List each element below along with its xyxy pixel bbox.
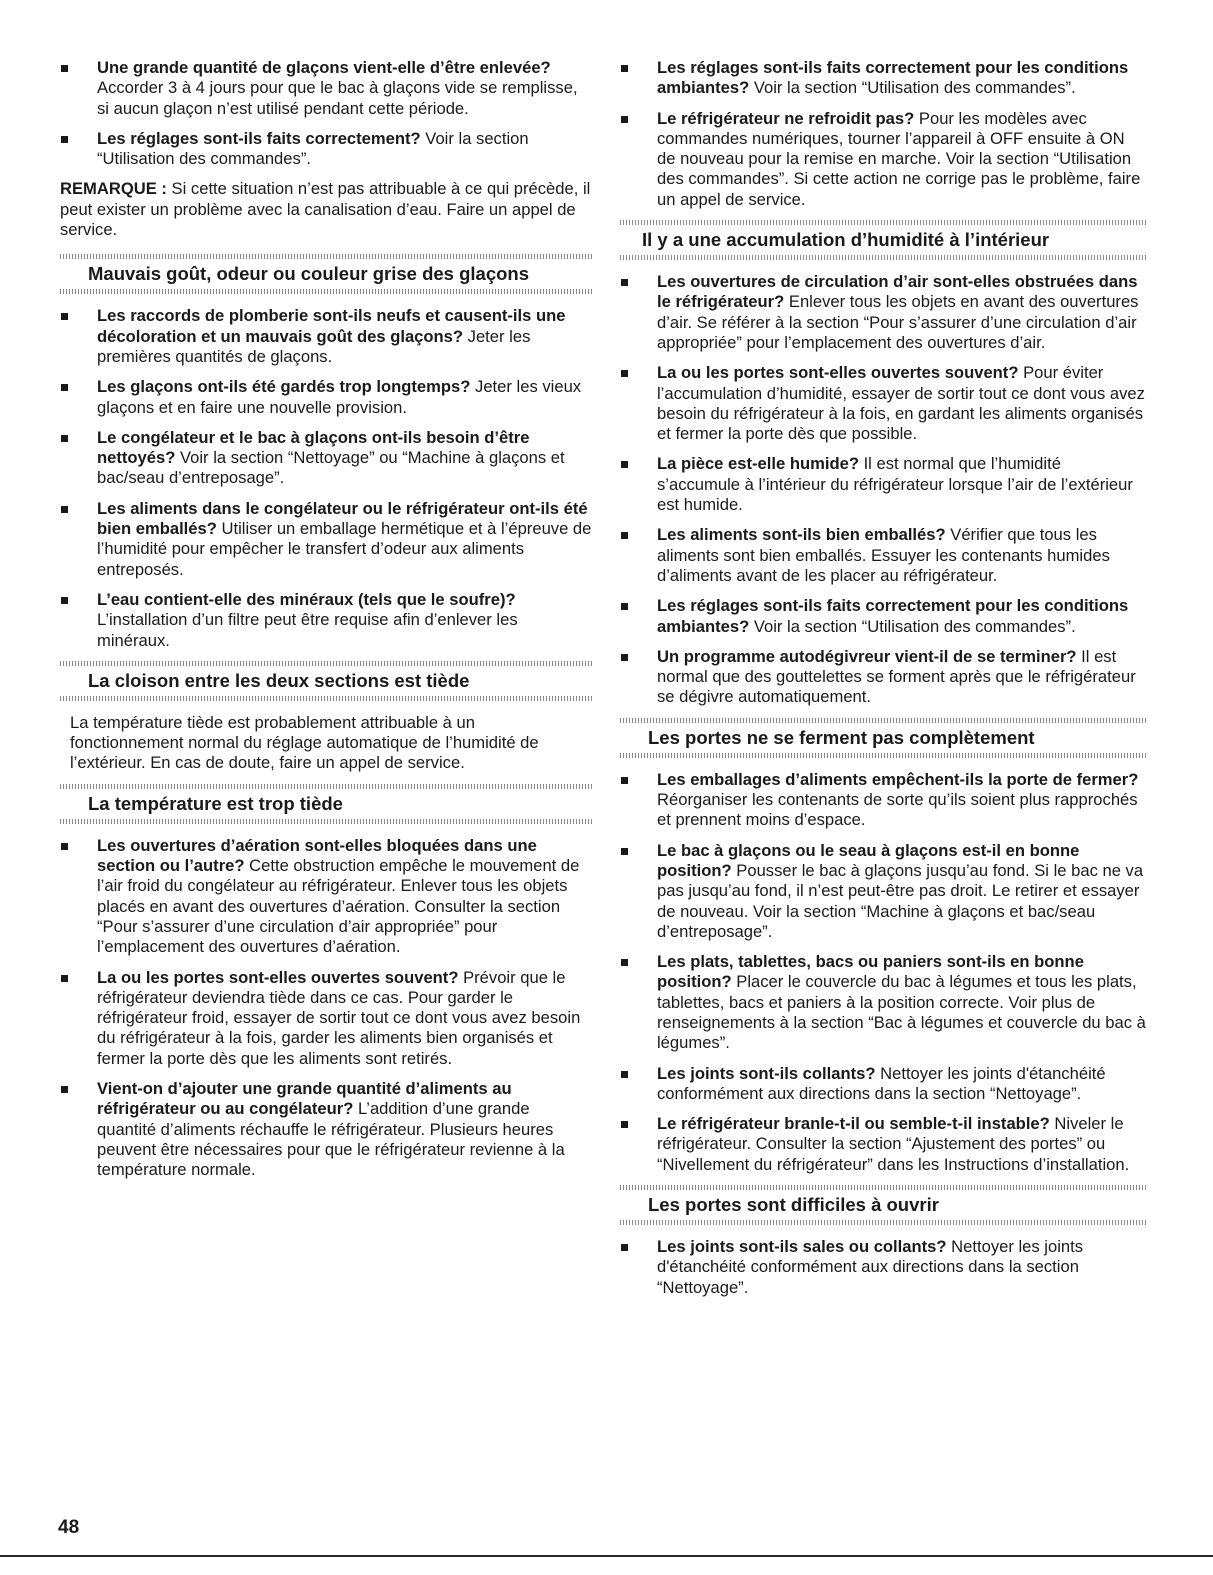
- page-number: 48: [58, 1517, 80, 1538]
- list-item: Les aliments sont-ils bien emballés? Vérifier que tous les aliments sont bien emballés. Essuyer les contenants humides d’aliments avant de les placer au réfrigérateur.: [620, 525, 1147, 586]
- section-heading: Mauvais goût, odeur ou couleur grise des glaçons: [88, 263, 530, 285]
- dotted-rule: [620, 718, 1147, 723]
- left-column: [60, 58, 592, 1190]
- section-doors-close: [620, 718, 1147, 758]
- dotted-rule: [620, 1220, 1147, 1225]
- list-item: Le bac à glaçons ou le seau à glaçons est-il en bonne position? Pousser le bac à glaçons jusqu’au fond. Si le bac ne va pas jusqu’au fond, il n’est peut-être pas droit. Le retirer et essayer de nouveau. Voir la section “Machine à glaçons et bac/seau d’entreposage”.: [620, 841, 1147, 942]
- list-item: Les réglages sont-ils faits correctement pour les conditions ambiantes? Voir la section “Utilisation des commandes”.: [620, 596, 1147, 637]
- remarque-note: REMARQUE : Si cette situation n’est pas attribuable à ce qui précède, il peut exister un problème avec la canalisation d’eau. Faire un appel de service.: [60, 179, 591, 240]
- dotted-rule: [60, 661, 592, 666]
- list-item: Les ouvertures d’aération sont-elles bloquées dans une section ou l’autre? Cette obstruction empêche le mouvement de l’air froid du congélateur au réfrigérateur. Enlever tous les objets placés en avant des ouvertures d’aération. Consulter la section “Pour s’assurer d’une circulation d’air appropriée” pour l’emplacement des ouvertures d’aération.: [60, 836, 592, 958]
- dotted-rule: [620, 220, 1147, 225]
- section-heading: La température est trop tiède: [88, 792, 343, 814]
- list-item: Le réfrigérateur branle-t-il ou semble-t-il instable? Niveler le réfrigérateur. Consulter la section “Ajustement des portes” ou “Nivellement du réfrigérateur” dans les Instructions d’installation.: [620, 1114, 1147, 1175]
- section-heading: Les portes sont difficiles à ouvrir: [648, 1194, 939, 1216]
- list-item: Les raccords de plomberie sont-ils neufs et causent-ils une décoloration et un mauvais goût des glaçons? Jeter les premières quantités de glaçons.: [60, 306, 592, 367]
- list-item: Les aliments dans le congélateur ou le réfrigérateur ont-ils été bien emballés? Utiliser un emballage hermétique et à l’épreuve de l’humidité pour empêcher le transfert d’odeur aux aliments entreposés.: [60, 499, 592, 580]
- list-item: La ou les portes sont-elles ouvertes souvent? Pour éviter l’accumulation d’humidité, essayer de sortir tout ce dont vous avez besoin du réfrigérateur à la fois, en gardant les aliments organisés et fermer la porte dès que possible.: [620, 363, 1147, 444]
- dotted-rule: [60, 819, 592, 824]
- dotted-rule: [620, 1185, 1147, 1190]
- right-column: [620, 58, 1147, 1308]
- list-item: Le réfrigérateur ne refroidit pas? Pour les modèles avec commandes numériques, tourner l’appareil à OFF ensuite à ON de nouveau pour la remise en marche. Voir la section “Utilisation des commandes”. Si cette action ne corrige pas le problème, faire un appel de service.: [620, 109, 1147, 210]
- list-item: Le congélateur et le bac à glaçons ont-ils besoin d’être nettoyés? Voir la section “Nettoyage” ou “Machine à glaçons et bac/seau d’entreposage”.: [60, 428, 592, 489]
- section-heading: Les portes ne se ferment pas complètement: [648, 726, 1035, 748]
- section-heading: Il y a une accumulation d’humidité à l’intérieur: [642, 229, 1050, 251]
- list-item: Les réglages sont-ils faits correctement pour les conditions ambiantes? Voir la section “Utilisation des commandes”.: [620, 58, 1147, 99]
- dotted-rule: [620, 255, 1147, 260]
- list-item: Les ouvertures de circulation d’air sont-elles obstruées dans le réfrigérateur? Enlever tous les objets en avant des ouvertures d’air. Se référer à la section “Pour s’assurer d’une circulation d’air appropriée” pour l’emplacement des ouvertures d’air.: [620, 272, 1147, 353]
- footer-rule: [0, 1555, 1213, 1557]
- dotted-rule: [620, 753, 1147, 758]
- list-item: Les réglages sont-ils faits correctement? Voir la section “Utilisation des commandes”.: [60, 129, 592, 170]
- list-item: Un programme autodégivreur vient-il de se terminer? Il est normal que des gouttelettes se forment après que le réfrigérateur se dégivre automatiquement.: [620, 647, 1147, 708]
- list-item: Les joints sont-ils collants? Nettoyer les joints d'étanchéité conformément aux directions dans la section “Nettoyage”.: [620, 1064, 1147, 1105]
- section-body-text: La température tiède est probablement attribuable à un fonctionnement normal du réglage automatique de l’humidité de l’extérieur. En cas de doute, faire un appel de service.: [70, 712, 539, 773]
- dotted-rule: [60, 289, 592, 294]
- section-taste: [60, 254, 592, 294]
- list-item: Les joints sont-ils sales ou collants? Nettoyer les joints d'étanchéité conformément aux directions dans la section “Nettoyage”.: [620, 1237, 1147, 1298]
- dotted-rule: [60, 784, 592, 789]
- dotted-rule: [60, 696, 592, 701]
- section-heading: La cloison entre les deux sections est tiède: [88, 669, 470, 691]
- section-humidity: [620, 220, 1147, 260]
- list-item: Les emballages d’aliments empêchent-ils la porte de fermer? Réorganiser les contenants de sorte qu’ils soient plus rapprochés et prennent moins d’espace.: [620, 770, 1147, 831]
- list-item: Vient-on d’ajouter une grande quantité d’aliments au réfrigérateur ou au congélateur? L’addition d’une grande quantité d’aliments réchauffe le réfrigérateur. Plusieurs heures peuvent être nécessaires pour que le réfrigérateur revienne à la température normale.: [60, 1079, 592, 1180]
- dotted-rule: [60, 254, 592, 259]
- section-divider: [60, 661, 592, 701]
- list-item: Les glaçons ont-ils été gardés trop longtemps? Jeter les vieux glaçons et en faire une nouvelle provision.: [60, 377, 592, 418]
- list-item: L’eau contient-elle des minéraux (tels que le soufre)? L’installation d’un filtre peut être requise afin d’enlever les minéraux.: [60, 590, 592, 651]
- list-item: Les plats, tablettes, bacs ou paniers sont-ils en bonne position? Placer le couvercle du bac à légumes et tous les plats, tablettes, bacs et paniers à la position correcte. Voir plus de renseignements à la section “Bac à légumes et couvercle du bac à légumes”.: [620, 952, 1147, 1053]
- list-item: La pièce est-elle humide? Il est normal que l’humidité s’accumule à l’intérieur du réfrigérateur lorsque l’air de l’extérieur est humide.: [620, 454, 1147, 515]
- list-item: La ou les portes sont-elles ouvertes souvent? Prévoir que le réfrigérateur deviendra tiède dans ce cas. Pour garder le réfrigérateur froid, essayer de sortir tout ce dont vous avez besoin du réfrigérateur à la fois, garder les aliments bien organisés et fermer la porte dès que les aliments sont retirés.: [60, 968, 592, 1069]
- section-doors-open: [620, 1185, 1147, 1225]
- section-warm: [60, 784, 592, 824]
- list-item: Une grande quantité de glaçons vient-elle d’être enlevée? Accorder 3 à 4 jours pour que le bac à glaçons vide se remplisse, si aucun glaçon n’est utilisé pendant cette période.: [60, 58, 592, 119]
